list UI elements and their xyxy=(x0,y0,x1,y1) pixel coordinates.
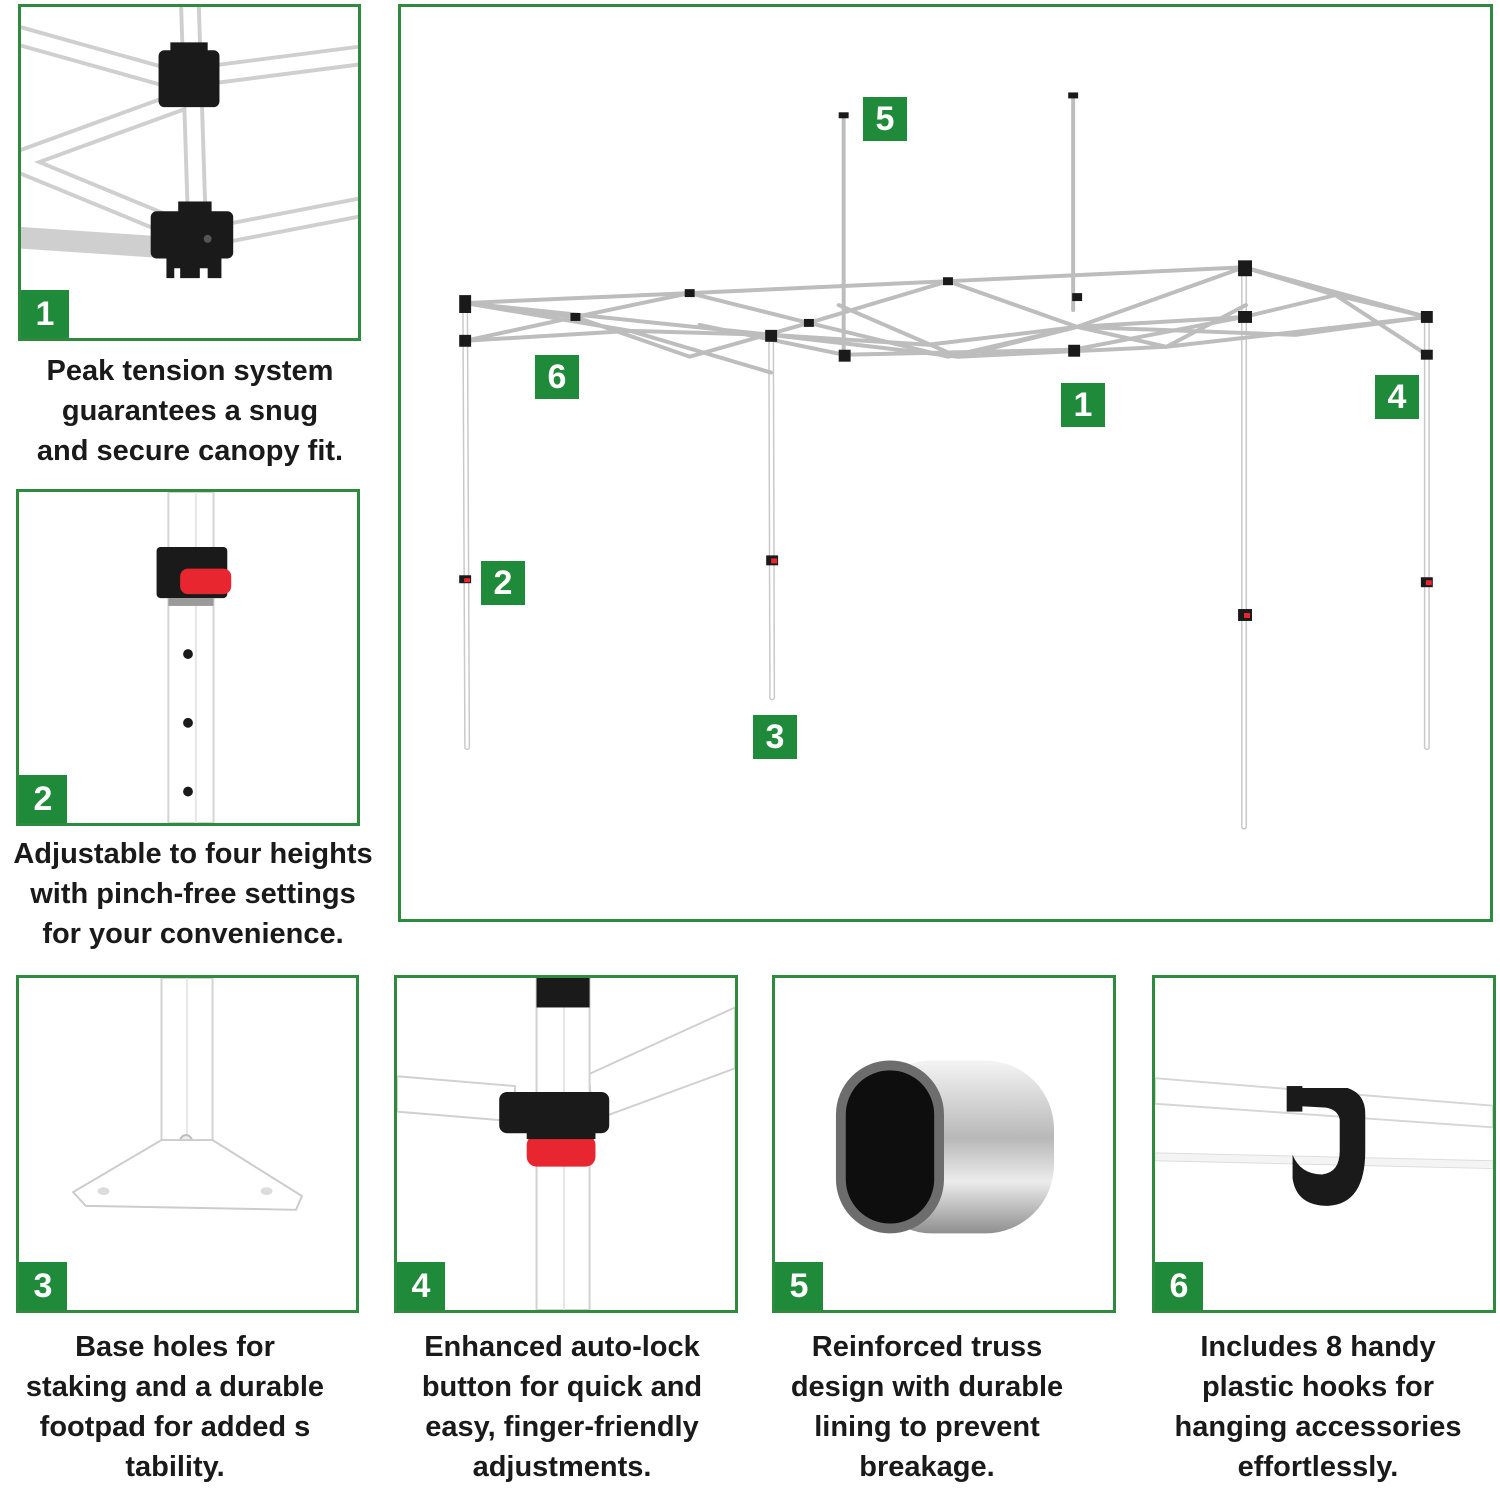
feature-number-5: 5 xyxy=(775,1262,823,1310)
height-adjust-leg-icon xyxy=(19,492,357,823)
feature-caption-5: Reinforced truss design with durable lining to prevent breakage. xyxy=(790,1331,1064,1483)
feature-caption-4: Enhanced auto-lock button for quick and easy, finger-friendly adjustments. xyxy=(421,1331,703,1483)
hero-label-5: 5 xyxy=(861,95,909,143)
peak-connector-icon xyxy=(21,7,358,338)
feature-caption-3: Base holes for staking and a durable footpad for added s tability. xyxy=(25,1331,325,1483)
feature-caption-1: Peak tension system guarantees a snug and secure canopy fit. xyxy=(36,355,344,467)
feature-panel-4 xyxy=(394,975,738,1313)
canopy-frame-overview xyxy=(398,4,1493,922)
feature-panel-6 xyxy=(1152,975,1496,1313)
auto-lock-button-icon xyxy=(397,978,735,1310)
plastic-hook-icon xyxy=(1155,978,1493,1310)
feature-caption-6: Includes 8 handy plastic hooks for hanging accessories effortlessly. xyxy=(1174,1331,1462,1483)
feature-number-3: 3 xyxy=(19,1262,67,1310)
feature-number-4: 4 xyxy=(397,1262,445,1310)
feature-panel-1 xyxy=(18,4,361,341)
hero-label-4: 4 xyxy=(1373,373,1421,421)
hero-label-1: 1 xyxy=(1059,381,1107,429)
hero-label-2: 2 xyxy=(479,559,527,607)
hero-label-6: 6 xyxy=(533,353,581,401)
feature-panel-5 xyxy=(772,975,1116,1313)
feature-panel-2 xyxy=(16,489,360,826)
feature-caption-2: Adjustable to four heights with pinch-free settings for your convenience. xyxy=(13,838,373,950)
canopy-frame-icon xyxy=(401,7,1490,919)
hero-label-3: 3 xyxy=(751,713,799,761)
feature-number-2: 2 xyxy=(19,775,67,823)
footpad-icon xyxy=(19,978,356,1310)
feature-number-6: 6 xyxy=(1155,1262,1203,1310)
feature-number-1: 1 xyxy=(21,290,69,338)
feature-panel-3 xyxy=(16,975,359,1313)
truss-tube-icon xyxy=(775,978,1113,1310)
